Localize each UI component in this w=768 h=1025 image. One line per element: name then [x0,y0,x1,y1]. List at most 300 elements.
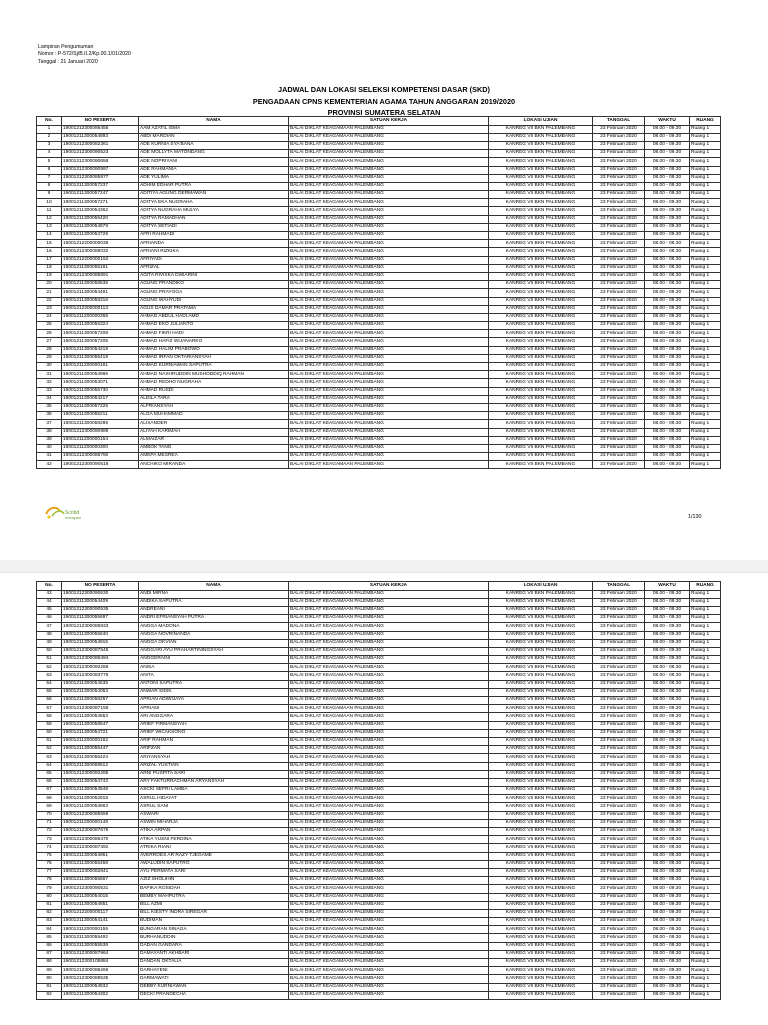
participant-number: 19001211300054217 [62,395,139,403]
col-no-header: No. [37,582,62,591]
participant-number: 19001212300085833 [62,623,139,631]
exam-location: KANREG VII BKN PALEMBANG [489,868,593,876]
work-unit: BALAI DIKLAT KEAGAMAAN PALEMBANG [289,436,489,444]
participant-name: AGITA RIVISKA DWIARINI [139,272,289,280]
exam-room: Ruang 1 [690,868,721,876]
table-row [37,639,721,647]
work-unit: BALAI DIKLAT KEAGAMAAN PALEMBANG [289,305,489,313]
row-number: 27 [37,338,62,346]
exam-date: 23 Februari 2020 [593,770,645,778]
row-number: 54 [37,680,62,688]
participant-number: 19001211300055492 [62,934,139,942]
row-number: 77 [37,868,62,876]
work-unit: BALAI DIKLAT KEAGAMAAN PALEMBANG [289,942,489,950]
participant-number: 19001211300069512 [62,762,139,770]
participant-number: 19001211300055567 [62,877,139,885]
exam-room: Ruang 1 [690,354,721,362]
row-number: 13 [37,223,62,231]
schedule-table-continued [36,581,721,1000]
table-row [37,983,721,991]
exam-location: KANREG VII BKN PALEMBANG [489,688,593,696]
exam-room: Ruang 1 [690,232,721,240]
exam-room: Ruang 1 [690,746,721,754]
work-unit: BALAI DIKLAT KEAGAMAAN PALEMBANG [289,354,489,362]
exam-time: 08.00 - 09.30 [645,795,690,803]
participant-number: 19001211300053071 [62,379,139,387]
participant-number: 19001211300054553 [62,713,139,721]
exam-room: Ruang 1 [690,158,721,166]
participant-number: 19001212300085977 [62,174,139,182]
col-ruang-header: RUANG [690,582,721,591]
participant-name: BUNGARAN SINAGA [139,926,289,934]
exam-date: 23 Februari 2020 [593,656,645,664]
participant-name: ANITA [139,672,289,680]
exam-date: 23 Februari 2020 [593,893,645,901]
exam-time: 08.00 - 09.30 [645,387,690,395]
participant-name: BEMBY MAHPUTRA [139,893,289,901]
col-tanggal-header: TANGGAL [593,117,645,126]
participant-name: ADITYA SETIADI [139,223,289,231]
exam-time: 08.00 - 09.30 [645,272,690,280]
exam-location: KANREG VII BKN PALEMBANG [489,453,593,461]
table-row [37,272,721,280]
participant-number: 19001212300090531 [62,885,139,893]
participant-number: 19001211300055447 [62,746,139,754]
work-unit: BALAI DIKLAT KEAGAMAAN PALEMBANG [289,697,489,705]
exam-location: KANREG VII BKN PALEMBANG [489,926,593,934]
participant-name: ARIEF WICAKSONO [139,729,289,737]
exam-location: KANREG VII BKN PALEMBANG [489,705,593,713]
work-unit: BALAI DIKLAT KEAGAMAAN PALEMBANG [289,631,489,639]
table-row [37,461,721,469]
exam-time: 08.00 - 09.30 [645,697,690,705]
title-line-3: PROVINSI SUMATERA SELATAN [327,108,441,118]
participant-number: 19001211300055424 [62,754,139,762]
exam-location: KANREG VII BKN PALEMBANG [489,223,593,231]
exam-date: 23 Februari 2020 [593,844,645,852]
participant-name: ANGGA MADONA [139,623,289,631]
work-unit: BALAI DIKLAT KEAGAMAAN PALEMBANG [289,860,489,868]
col-waktu-header: WAKTU [645,582,690,591]
row-number: 60 [37,729,62,737]
exam-room: Ruang 1 [690,428,721,436]
participant-name: AWALUDIN SAPUTRO [139,860,289,868]
exam-location: KANREG VII BKN PALEMBANG [489,305,593,313]
exam-time: 08.00 - 09.30 [645,664,690,672]
table-row [37,158,721,166]
exam-room: Ruang 1 [690,615,721,623]
row-number: 68 [37,795,62,803]
exam-time: 08.00 - 09.30 [645,590,690,598]
work-unit: BALAI DIKLAT KEAGAMAAN PALEMBANG [289,174,489,182]
exam-date: 23 Februari 2020 [593,664,645,672]
exam-room: Ruang 1 [690,346,721,354]
exam-location: KANREG VII BKN PALEMBANG [489,811,593,819]
table-row [37,248,721,256]
exam-date: 23 Februari 2020 [593,991,645,999]
participant-number: 19001212300087392 [62,844,139,852]
table-row [37,713,721,721]
work-unit: BALAI DIKLAT KEAGAMAAN PALEMBANG [289,191,489,199]
exam-date: 23 Februari 2020 [593,125,645,133]
work-unit: BALAI DIKLAT KEAGAMAAN PALEMBANG [289,803,489,811]
work-unit: BALAI DIKLAT KEAGAMAAN PALEMBANG [289,379,489,387]
exam-location: KANREG VII BKN PALEMBANG [489,639,593,647]
row-number: 48 [37,631,62,639]
participant-name: AHMAD ABDUL HADI.AMD [139,313,289,321]
participant-number: 19001212300087675 [62,828,139,836]
exam-room: Ruang 1 [690,860,721,868]
participant-name: AHMAD IRFAN OKTARIANSYAH [139,354,289,362]
exam-location: KANREG VII BKN PALEMBANG [489,379,593,387]
exam-time: 08.00 - 09.30 [645,436,690,444]
exam-location: KANREG VII BKN PALEMBANG [489,680,593,688]
exam-date: 23 Februari 2020 [593,762,645,770]
exam-location: KANREG VII BKN PALEMBANG [489,983,593,991]
participant-name: ADE YULIMA [139,174,289,182]
table-row [37,975,721,983]
table-row [37,762,721,770]
work-unit: BALAI DIKLAT KEAGAMAAN PALEMBANG [289,746,489,754]
table-row [37,729,721,737]
exam-date: 23 Februari 2020 [593,975,645,983]
exam-time: 08.00 - 09.30 [645,182,690,190]
exam-date: 23 Februari 2020 [593,623,645,631]
col-satuan-kerja-header: SATUAN KERJA [289,117,489,126]
exam-date: 23 Februari 2020 [593,346,645,354]
participant-name: BILL KIESTY INDRA SIREGAR [139,909,289,917]
exam-location: KANREG VII BKN PALEMBANG [489,967,593,975]
kemenag-logo [42,504,90,522]
participant-name: ANTONI SAPUTRA [139,680,289,688]
participant-number: 19001211300058257 [62,697,139,705]
row-number: 43 [37,590,62,598]
table-row [37,852,721,860]
exam-room: Ruang 1 [690,762,721,770]
exam-date: 23 Februari 2020 [593,444,645,452]
exam-date: 23 Februari 2020 [593,232,645,240]
table-row [37,354,721,362]
work-unit: BALAI DIKLAT KEAGAMAAN PALEMBANG [289,639,489,647]
exam-room: Ruang 1 [690,371,721,379]
participant-number: 19001212200000152 [62,256,139,264]
exam-date: 23 Februari 2020 [593,983,645,991]
exam-room: Ruang 1 [690,893,721,901]
table-row [37,232,721,240]
row-number: 41 [37,453,62,461]
exam-time: 08.00 - 09.30 [645,721,690,729]
exam-room: Ruang 1 [690,713,721,721]
participant-number: 19001212300092268 [62,664,139,672]
row-number: 73 [37,836,62,844]
exam-location: KANREG VII BKN PALEMBANG [489,354,593,362]
work-unit: BALAI DIKLAT KEAGAMAAN PALEMBANG [289,819,489,827]
exam-location: KANREG VII BKN PALEMBANG [489,322,593,330]
table-row [37,428,721,436]
exam-time: 08.00 - 09.30 [645,705,690,713]
work-unit: BALAI DIKLAT KEAGAMAAN PALEMBANG [289,199,489,207]
exam-time: 08.00 - 09.30 [645,346,690,354]
work-unit: BALAI DIKLAT KEAGAMAAN PALEMBANG [289,590,489,598]
exam-time: 08.00 - 09.30 [645,934,690,942]
exam-room: Ruang 1 [690,959,721,967]
exam-date: 23 Februari 2020 [593,297,645,305]
participant-number: 19001211300055419 [62,354,139,362]
row-number: 30 [37,363,62,371]
exam-location: KANREG VII BKN PALEMBANG [489,893,593,901]
exam-time: 08.00 - 09.30 [645,297,690,305]
table-row [37,836,721,844]
exam-location: KANREG VII BKN PALEMBANG [489,330,593,338]
exam-location: KANREG VII BKN PALEMBANG [489,403,593,411]
exam-location: KANREG VII BKN PALEMBANG [489,281,593,289]
table-row [37,297,721,305]
exam-time: 08.00 - 09.30 [645,959,690,967]
exam-location: KANREG VII BKN PALEMBANG [489,942,593,950]
row-number: 92 [37,991,62,999]
exam-location: KANREG VII BKN PALEMBANG [489,860,593,868]
table-row [37,338,721,346]
work-unit: BALAI DIKLAT KEAGAMAAN PALEMBANG [289,420,489,428]
table-row [37,803,721,811]
participant-name: AHMAD KURNIAWAN SAPUTRA [139,363,289,371]
participant-number: 19001211300054721 [62,729,139,737]
participant-name: DARMAWATI [139,975,289,983]
row-number: 89 [37,967,62,975]
exam-location: KANREG VII BKN PALEMBANG [489,819,593,827]
exam-room: Ruang 1 [690,182,721,190]
work-unit: BALAI DIKLAT KEAGAMAAN PALEMBANG [289,688,489,696]
participant-number: 19001211300054893 [62,133,139,141]
exam-location: KANREG VII BKN PALEMBANG [489,672,593,680]
participant-name: APRIAN ADIWIJAYA [139,697,289,705]
table-row [37,672,721,680]
participant-number: 19001211200000300 [62,444,139,452]
work-unit: BALAI DIKLAT KEAGAMAAN PALEMBANG [289,598,489,606]
work-unit: BALAI DIKLAT KEAGAMAAN PALEMBANG [289,256,489,264]
table-row [37,828,721,836]
schedule-table [36,116,721,469]
exam-location: KANREG VII BKN PALEMBANG [489,950,593,958]
table-row [37,199,721,207]
row-number: 50 [37,647,62,655]
exam-location: KANREG VII BKN PALEMBANG [489,934,593,942]
exam-location: KANREG VII BKN PALEMBANG [489,877,593,885]
exam-time: 08.00 - 09.30 [645,909,690,917]
exam-date: 23 Februari 2020 [593,778,645,786]
participant-name: ANDRI EFRIANSYAH PUTRA [139,615,289,623]
exam-room: Ruang 1 [690,150,721,158]
work-unit: BALAI DIKLAT KEAGAMAAN PALEMBANG [289,787,489,795]
exam-room: Ruang 1 [690,133,721,141]
participant-name: DARHAYENI [139,967,289,975]
work-unit: BALAI DIKLAT KEAGAMAAN PALEMBANG [289,647,489,655]
row-number: 82 [37,909,62,917]
exam-room: Ruang 1 [690,721,721,729]
participant-number: 19001211200000155 [62,926,139,934]
exam-room: Ruang 1 [690,942,721,950]
participant-name: AHMAD NASHRUDDIN MUSHODDIQ RAHMAN [139,371,289,379]
table-row [37,918,721,926]
col-ruang-header: RUANG [690,117,721,126]
exam-room: Ruang 1 [690,387,721,395]
table-row [37,150,721,158]
exam-location: KANREG VII BKN PALEMBANG [489,232,593,240]
table-row [37,420,721,428]
table-row [37,191,721,199]
table-row [37,403,721,411]
participant-number: 19001212300086494 [62,656,139,664]
exam-room: Ruang 1 [690,729,721,737]
exam-date: 23 Februari 2020 [593,461,645,469]
participant-name: ARIZAL YUSTIAN [139,762,289,770]
exam-location: KANREG VII BKN PALEMBANG [489,590,593,598]
exam-time: 08.00 - 09.30 [645,811,690,819]
exam-room: Ruang 1 [690,647,721,655]
exam-time: 08.00 - 09.30 [645,444,690,452]
exam-date: 23 Februari 2020 [593,420,645,428]
exam-room: Ruang 1 [690,680,721,688]
participant-name: DADAN GANDARA [139,942,289,950]
participant-name: AHMAD EKO JULIANTO [139,322,289,330]
row-number: 49 [37,639,62,647]
exam-room: Ruang 1 [690,909,721,917]
reference-line: Lampiran Pengumuman [38,44,94,50]
row-number: 86 [37,942,62,950]
table-row [37,264,721,272]
exam-location: KANREG VII BKN PALEMBANG [489,778,593,786]
exam-time: 08.00 - 09.30 [645,754,690,762]
participant-number: 19001211300055324 [62,322,139,330]
exam-location: KANREG VII BKN PALEMBANG [489,313,593,321]
participant-name: ADE NOPRIYANI [139,158,289,166]
exam-date: 23 Februari 2020 [593,305,645,313]
table-row [37,967,721,975]
table-row [37,950,721,958]
exam-date: 23 Februari 2020 [593,141,645,149]
exam-date: 23 Februari 2020 [593,713,645,721]
row-number: 58 [37,713,62,721]
participant-number: 19001211300054015 [62,893,139,901]
exam-date: 23 Februari 2020 [593,403,645,411]
table-row [37,412,721,420]
row-number: 69 [37,803,62,811]
participant-number: 19001211300058316 [62,297,139,305]
exam-date: 23 Februari 2020 [593,877,645,885]
participant-name: ALMAIZAR [139,436,289,444]
row-number: 35 [37,403,62,411]
exam-time: 08.00 - 09.30 [645,950,690,958]
participant-number: 19001212200000113 [62,305,139,313]
exam-room: Ruang 1 [690,991,721,999]
exam-location: KANREG VII BKN PALEMBANG [489,256,593,264]
table-row [37,256,721,264]
exam-time: 08.00 - 09.30 [645,836,690,844]
row-number: 70 [37,811,62,819]
exam-location: KANREG VII BKN PALEMBANG [489,991,593,999]
participant-name: ADE MOLLYTA MATONDANG [139,150,289,158]
exam-room: Ruang 1 [690,420,721,428]
exam-room: Ruang 1 [690,664,721,672]
exam-location: KANREG VII BKN PALEMBANG [489,762,593,770]
col-no-peserta-header: NO PESERTA [62,117,139,126]
work-unit: BALAI DIKLAT KEAGAMAAN PALEMBANG [289,909,489,917]
work-unit: BALAI DIKLAT KEAGAMAAN PALEMBANG [289,223,489,231]
exam-time: 08.00 - 09.30 [645,354,690,362]
exam-date: 23 Februari 2020 [593,207,645,215]
table-row [37,795,721,803]
exam-room: Ruang 1 [690,174,721,182]
exam-date: 23 Februari 2020 [593,901,645,909]
exam-location: KANREG VII BKN PALEMBANG [489,787,593,795]
table-row [37,926,721,934]
exam-location: KANREG VII BKN PALEMBANG [489,615,593,623]
exam-date: 23 Februari 2020 [593,688,645,696]
table-row [37,141,721,149]
exam-location: KANREG VII BKN PALEMBANG [489,436,593,444]
exam-room: Ruang 1 [690,918,721,926]
row-number: 71 [37,819,62,827]
exam-date: 23 Februari 2020 [593,918,645,926]
page-gap [0,560,768,572]
participant-number: 19001211300054141 [62,918,139,926]
participant-name: ANGGA NOVRINANDA [139,631,289,639]
col-no-peserta-header: NO PESERTA [62,582,139,591]
exam-room: Ruang 1 [690,436,721,444]
exam-time: 08.00 - 09.30 [645,688,690,696]
exam-room: Ruang 1 [690,656,721,664]
exam-time: 08.00 - 09.30 [645,680,690,688]
table-row [37,737,721,745]
exam-time: 08.00 - 09.30 [645,623,690,631]
work-unit: BALAI DIKLAT KEAGAMAAN PALEMBANG [289,395,489,403]
participant-name: ADITYA RAMADHAN [139,215,289,223]
work-unit: BALAI DIKLAT KEAGAMAAN PALEMBANG [289,141,489,149]
table-row [37,387,721,395]
table-row [37,664,721,672]
exam-room: Ruang 1 [690,852,721,860]
participant-name: ARIFZAN [139,746,289,754]
exam-room: Ruang 1 [690,223,721,231]
exam-date: 23 Februari 2020 [593,322,645,330]
table-row [37,444,721,452]
participant-number: 19001211300054851 [62,901,139,909]
participant-name: ANWAR SIDIK [139,688,289,696]
exam-time: 08.00 - 09.30 [645,338,690,346]
exam-location: KANREG VII BKN PALEMBANG [489,297,593,305]
exam-date: 23 Februari 2020 [593,729,645,737]
exam-room: Ruang 1 [690,836,721,844]
exam-room: Ruang 1 [690,412,721,420]
participant-number: 19001211300054535 [62,680,139,688]
row-number: 22 [37,297,62,305]
exam-time: 08.00 - 09.30 [645,656,690,664]
exam-date: 23 Februari 2020 [593,828,645,836]
participant-name: ARIF RAHMAN [139,737,289,745]
table-row [37,885,721,893]
table-row [37,215,721,223]
exam-location: KANREG VII BKN PALEMBANG [489,207,593,215]
row-number: 45 [37,606,62,614]
table-row [37,746,721,754]
participant-name: AFRI RAHMADI [139,232,289,240]
work-unit: BALAI DIKLAT KEAGAMAAN PALEMBANG [289,713,489,721]
row-number: 34 [37,395,62,403]
exam-room: Ruang 1 [690,141,721,149]
exam-location: KANREG VII BKN PALEMBANG [489,656,593,664]
participant-name: ARNI PUSPITA SARI [139,770,289,778]
col-tanggal-header: TANGGAL [593,582,645,591]
